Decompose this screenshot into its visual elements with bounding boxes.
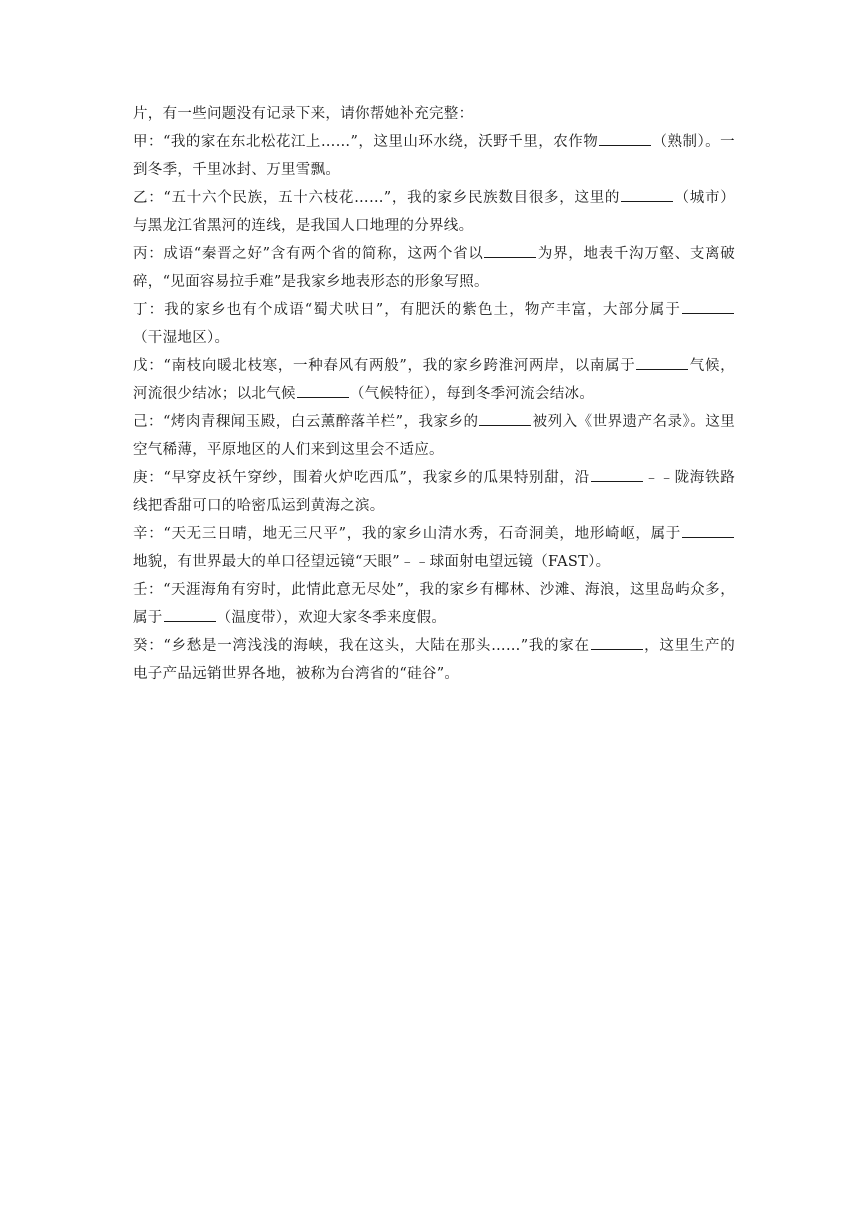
answer-blank[interactable] bbox=[682, 521, 734, 538]
text-segment: 戊：“南枝向暖北枝寒，一种春风有两般”，我的家乡跨淮河两岸，以南属于 bbox=[133, 358, 636, 374]
paragraph-geng bbox=[133, 464, 735, 520]
text-segment: 辛：“天无三日晴，地无三尺平”，我的家乡山清水秀，石奇洞美，地形崎岖，属于 bbox=[133, 526, 681, 542]
text-segment: 丁：我的家乡也有个成语“蜀犬吠日”，有肥沃的紫色土，物产丰富，大部分属于 bbox=[133, 302, 681, 318]
paragraph-jia bbox=[133, 128, 735, 184]
paragraph-ren bbox=[133, 576, 735, 632]
answer-blank[interactable] bbox=[591, 465, 643, 482]
text-segment: 甲：“我的家在东北松花江上……”，这里山环水绕，沃野千里，农作物 bbox=[133, 134, 599, 150]
answer-blank[interactable] bbox=[484, 241, 536, 258]
text-segment: 癸：“乡愁是一湾浅浅的海峡，我在这头，大陆在那头……”我的家在 bbox=[133, 638, 590, 654]
answer-blank[interactable] bbox=[636, 353, 688, 370]
paragraph-wu bbox=[133, 352, 735, 408]
text-segment: （城市）与黑龙江省黑河的连线，是我国人口地理的分界线。 bbox=[133, 190, 735, 234]
text-segment: 庚：“早穿皮袄午穿纱，围着火炉吃西瓜”，我家乡的瓜果特别甜，沿 bbox=[133, 470, 590, 486]
paragraph-xin bbox=[133, 520, 735, 576]
text-segment: 被列入《世界遗产名录》。这里空气稀薄，平原地区的人们来到这里会不适应。 bbox=[133, 414, 736, 458]
answer-blank[interactable] bbox=[621, 185, 673, 202]
text-segment: 片，有一些问题没有记录下来，请你帮她补充完整： bbox=[133, 106, 474, 122]
answer-blank[interactable] bbox=[599, 129, 651, 146]
paragraph-gui bbox=[133, 632, 735, 688]
answer-blank[interactable] bbox=[591, 633, 643, 650]
text-segment: （熟制）。一到冬季，千里冰封、万里雪飘。 bbox=[133, 134, 735, 178]
text-segment: 丙：成语“秦晋之好”含有两个省的简称，这两个省以 bbox=[133, 246, 484, 262]
text-segment: 地貌，有世界最大的单口径望远镜“天眼”﹣﹣球面射电望远镜（FAST）。 bbox=[133, 554, 611, 570]
answer-blank[interactable] bbox=[682, 297, 734, 314]
document-body bbox=[133, 100, 735, 688]
paragraph-ji bbox=[133, 408, 735, 464]
text-segment: 气候，河流很少结冰；以北气候 bbox=[133, 358, 735, 402]
text-segment: 壬：“天涯海角有穷时，此情此意无尽处”，我的家乡有椰林、沙滩、海浪，这里岛屿众多，属于 bbox=[133, 582, 735, 626]
text-segment: （气候特征），每到冬季河流会结冰。 bbox=[349, 386, 595, 402]
answer-blank[interactable] bbox=[164, 605, 216, 622]
text-segment: 己：“烤肉青稞闻玉殿，白云薰醉落羊栏”，我家乡的 bbox=[133, 414, 479, 430]
text-segment: ﹣﹣陇海铁路线把香甜可口的哈密瓜运到黄海之滨。 bbox=[133, 470, 735, 514]
text-segment: 为界，地表千沟万壑、支离破碎，“见面容易拉手难”是我家乡地表形态的形象写照。 bbox=[133, 246, 735, 290]
text-segment: 乙：“五十六个民族，五十六枝花……”，我的家乡民族数目很多，这里的 bbox=[133, 190, 621, 206]
answer-blank[interactable] bbox=[479, 409, 531, 426]
paragraph-intro bbox=[133, 100, 735, 128]
text-segment: （温度带），欢迎大家冬季来度假。 bbox=[216, 610, 447, 626]
text-segment: （干湿地区）。 bbox=[133, 330, 230, 346]
paragraph-yi bbox=[133, 184, 735, 240]
paragraph-bing bbox=[133, 240, 735, 296]
paragraph-ding bbox=[133, 296, 735, 352]
text-segment: ，这里生产的电子产品远销世界各地，被称为台湾省的“硅谷”。 bbox=[133, 638, 735, 682]
answer-blank[interactable] bbox=[297, 381, 349, 398]
